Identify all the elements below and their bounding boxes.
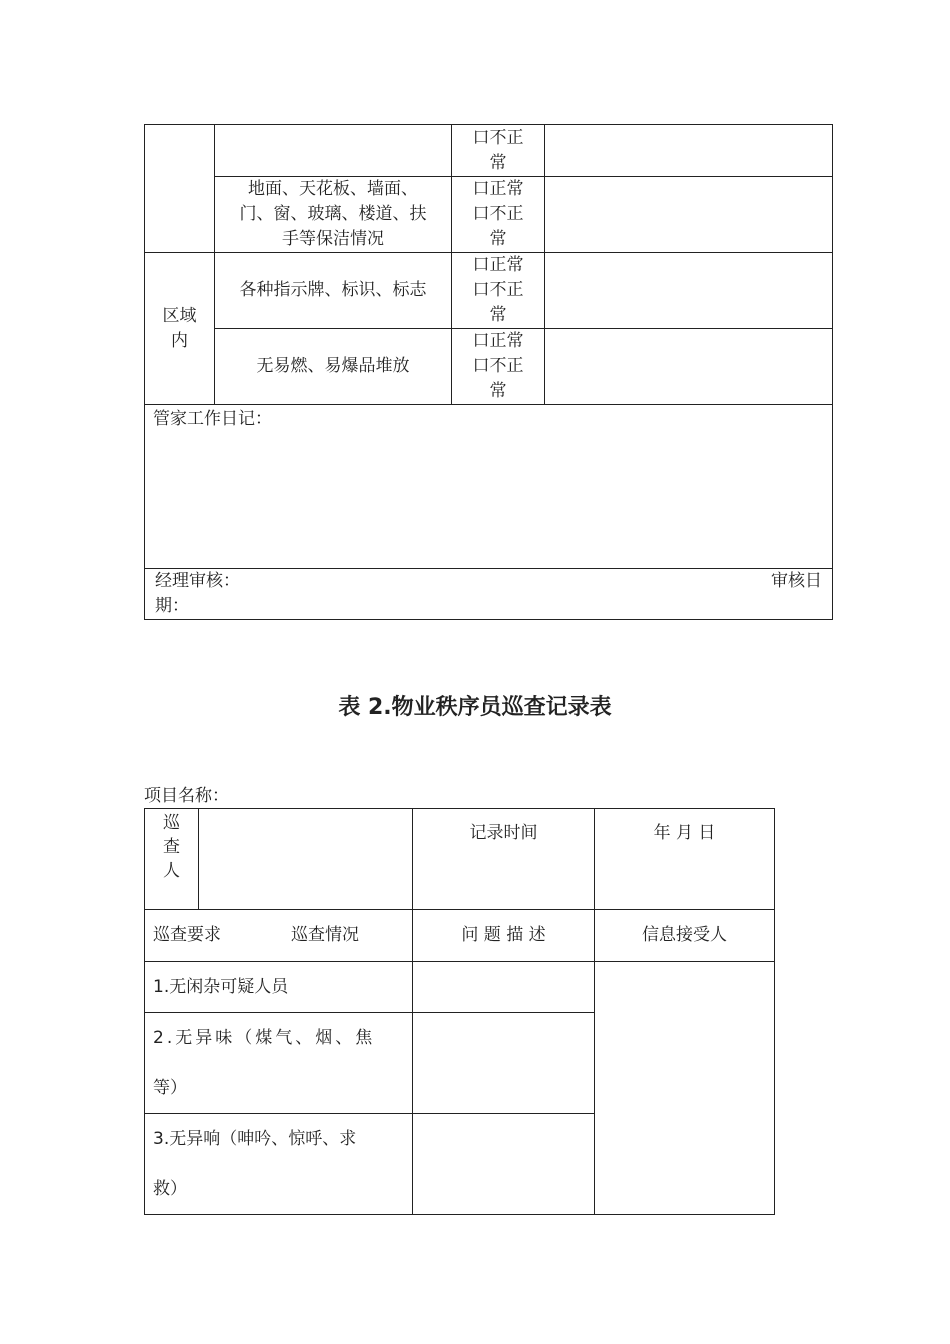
item-cell-signs: 各种指示牌、标识、标志 bbox=[215, 253, 452, 329]
item-cell-empty bbox=[215, 125, 452, 177]
area-label-cell: 区域 内 bbox=[145, 253, 215, 405]
date-cell[interactable]: 年 月 日 bbox=[595, 809, 775, 910]
project-name-label: 项目名称： bbox=[144, 786, 229, 806]
review-date-label: 审核日 bbox=[771, 571, 822, 591]
remark-cell[interactable] bbox=[545, 177, 833, 253]
review-date-label-cont: 期： bbox=[155, 596, 189, 616]
remark-cell[interactable] bbox=[545, 329, 833, 405]
header-requirement: 巡查要求 bbox=[153, 925, 221, 945]
patrol-row-1: 1.无闲杂可疑人员 bbox=[145, 962, 413, 1013]
patrol-row-2: 2.无异味（煤气、烟、焦 等） bbox=[145, 1013, 413, 1114]
status-cell[interactable]: 口正常 口不正 常 bbox=[452, 329, 545, 405]
problem-cell[interactable] bbox=[413, 1114, 595, 1215]
manager-review-label: 经理审核： bbox=[155, 571, 240, 591]
header-situation: 巡查情况 bbox=[291, 925, 359, 945]
category-cell-empty bbox=[145, 125, 215, 253]
header-receiver: 信息接受人 bbox=[595, 910, 775, 962]
status-cell[interactable]: 口不正 常 bbox=[452, 125, 545, 177]
manager-review-cell[interactable] bbox=[145, 569, 833, 620]
patrol-record-table bbox=[144, 808, 775, 1215]
record-time-label: 记录时间 bbox=[413, 809, 595, 910]
status-cell[interactable]: 口正常 口不正 常 bbox=[452, 253, 545, 329]
status-cell[interactable]: 口正常 口不正 常 bbox=[452, 177, 545, 253]
butler-diary-label: 管家工作日记： bbox=[153, 409, 272, 429]
remark-cell[interactable] bbox=[545, 125, 833, 177]
patrol-row-3: 3.无异响（呻吟、惊呼、求 救） bbox=[145, 1114, 413, 1215]
inspector-name-cell[interactable] bbox=[199, 809, 413, 910]
problem-cell[interactable] bbox=[413, 962, 595, 1013]
inspector-label: 巡 查 人 bbox=[145, 809, 199, 910]
header-requirement-situation bbox=[145, 910, 413, 962]
review-line bbox=[145, 569, 832, 594]
remark-cell[interactable] bbox=[545, 253, 833, 329]
table2-title: 表 2.物业秩序员巡查记录表 bbox=[338, 695, 612, 720]
header-problem: 问 题 描 述 bbox=[413, 910, 595, 962]
daily-inspection-table-continued bbox=[144, 124, 833, 620]
receiver-cell[interactable] bbox=[595, 962, 775, 1215]
butler-diary-cell[interactable] bbox=[145, 405, 833, 569]
item-cell-cleaning: 地面、天花板、墙面、 门、窗、玻璃、楼道、扶 手等保洁情况 bbox=[215, 177, 452, 253]
item-cell-flammables: 无易燃、易爆品堆放 bbox=[215, 329, 452, 405]
problem-cell[interactable] bbox=[413, 1013, 595, 1114]
